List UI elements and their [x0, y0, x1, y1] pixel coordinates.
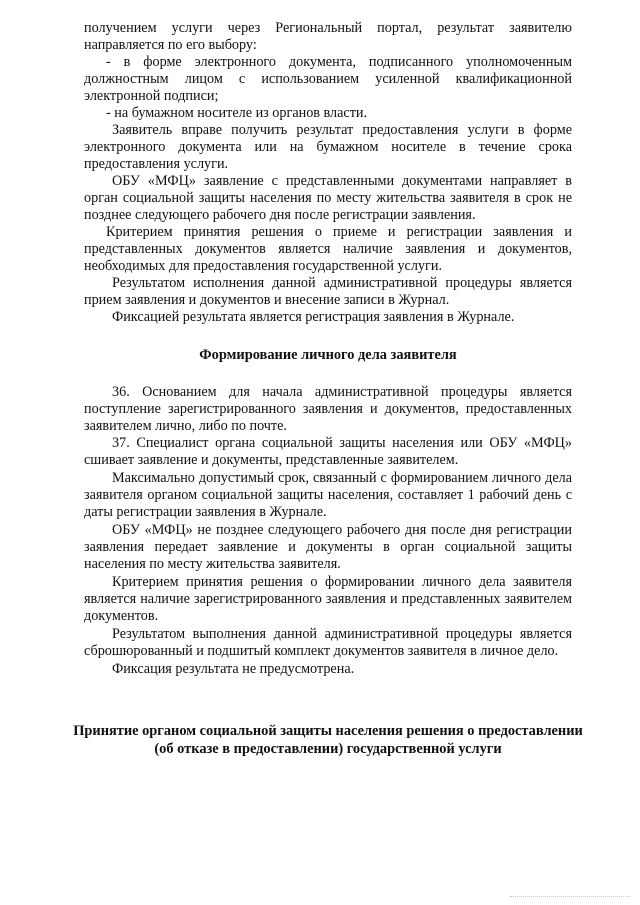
paragraph: получением услуги через Региональный портал, результат заявителю направляется по его выбору: — [84, 20, 572, 53]
paragraph: Критерием принятия решения о формировании личного дела заявителя является наличие зарегистрированного заявления и представленных заявителем документов. — [84, 574, 572, 624]
scan-edge-mark — [510, 896, 630, 901]
paragraph: Результатом исполнения данной административной процедуры является прием заявления и документов и внесение записи в Журнал. — [84, 275, 572, 308]
section-heading: Формирование личного дела заявителя — [199, 347, 457, 363]
paragraph: Фиксация результата не предусмотрена. — [112, 661, 355, 677]
paragraph: 37. Специалист органа социальной защиты населения или ОБУ «МФЦ» сшивает заявление и документы, представленные заявителем. — [84, 435, 572, 468]
paragraph: Заявитель вправе получить результат предоставления услуги в форме электронного документа или на бумажном носителе в течение срока предоставления услуги. — [84, 122, 572, 172]
list-item: - в форме электронного документа, подписанного уполномоченным должностным лицом с использованием усиленной квалификационной электронной подписи; — [84, 54, 572, 104]
section-heading: Принятие органом социальной защиты населения решения о предоставлении (об отказе в предоставлении) государственной услуги — [73, 723, 583, 757]
paragraph: Фиксацией результата является регистрация заявления в Журнале. — [112, 309, 515, 325]
paragraph: ОБУ «МФЦ» не позднее следующего рабочего дня после дня регистрации заявления передает заявление и документы в орган социальной защиты населения по месту жительства заявителя. — [84, 522, 572, 572]
paragraph: Максимально допустимый срок, связанный с формированием личного дела заявителя органом социальной защиты населения, составляет 1 рабочий день с даты регистрации заявления в Журнале. — [84, 470, 572, 520]
list-item: - на бумажном носителе из органов власти. — [106, 105, 368, 121]
paragraph: Критерием принятия решения о приеме и регистрации заявления и представленных документов является наличие заявления и документов, необходимых для предоставления государственной услуги. — [84, 224, 572, 274]
paragraph: ОБУ «МФЦ» заявление с представленными документами направляет в орган социальной защиты населения по месту жительства заявителя в срок не позднее следующего рабочего дня после регистрации заявления. — [84, 173, 572, 223]
document-page — [73, 20, 583, 758]
paragraph: 36. Основанием для начала административной процедуры является поступление зарегистрированного заявления и документов, предоставленных заявителем лично, либо по почте. — [84, 384, 572, 434]
paragraph: Результатом выполнения данной административной процедуры является сброшюрованный и подшитый комплект документов заявителя в личное дело. — [84, 626, 572, 659]
